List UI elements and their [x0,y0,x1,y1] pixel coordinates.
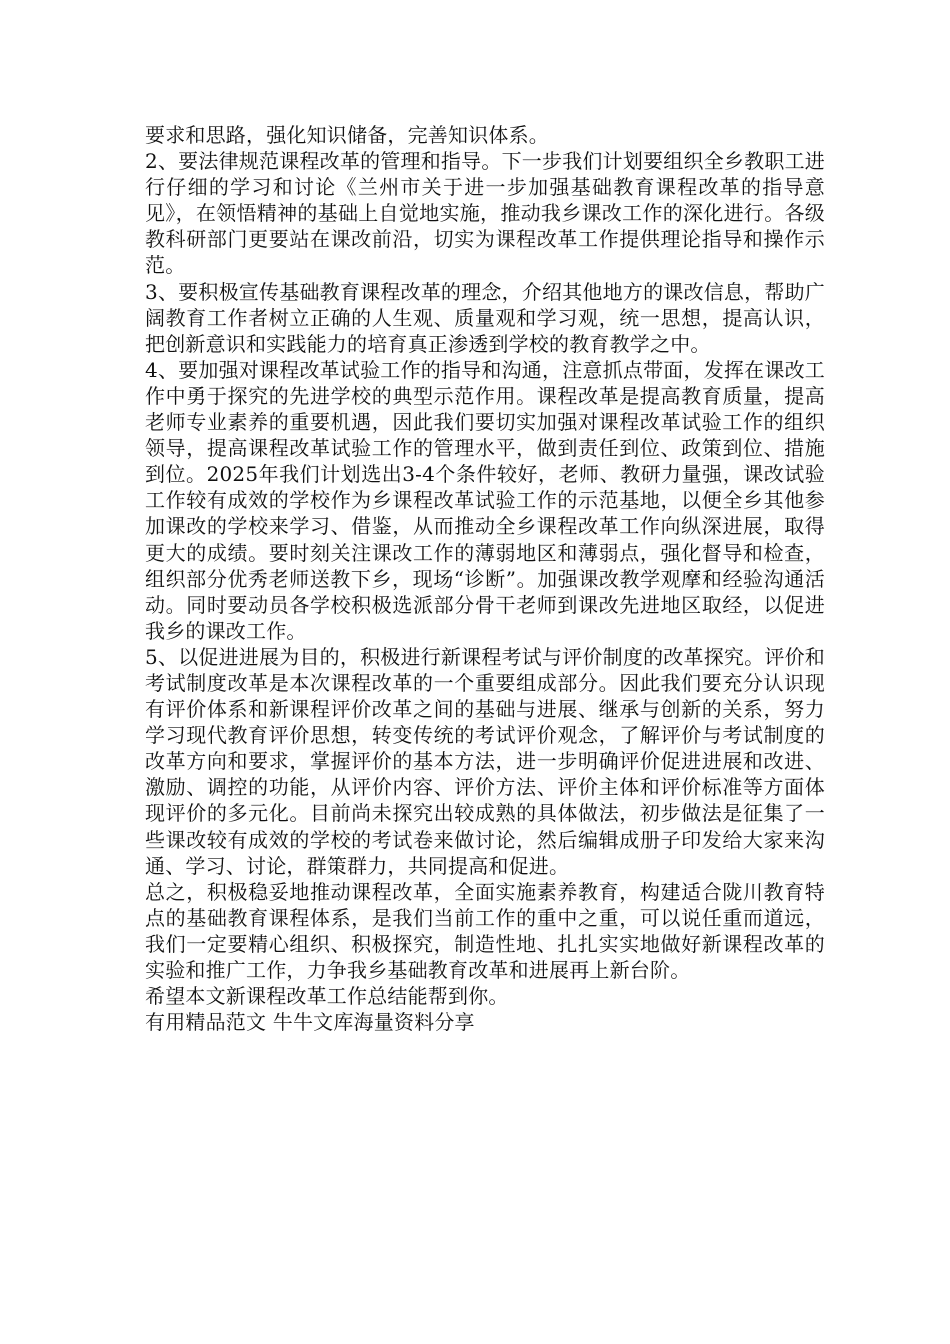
paragraph-item-4: 4、要加强对课程改革试验工作的指导和沟通，注意抓点带面，发挥在课改工作中勇于探究的先进学校的典型示范作用。课程改革是提高教育质量，提高老师专业素养的重要机遇，因此我们要切实加强对课程改革试验工作的组织领导，提高课程改革试验工作的管理水平，做到责任到位、政策到位、措施到位。2025年我们计划选出3-4个条件较好，老师、教研力量强，课改试验工作较有成效的学校作为乡课程改革试验工作的示范基地，以便全乡其他参加课改的学校来学习、借鉴，从而推动全乡课程改革工作向纵深进展，取得更大的成绩。要时刻关注课改工作的薄弱地区和薄弱点，强化督导和检查，组织部分优秀老师送教下乡，现场“诊断”。加强课改教学观摩和经验沟通活动。同时要动员各学校积极选派部分骨干老师到课改先进地区取经，以促进我乡的课改工作。 [145,357,825,643]
paragraph-footer-source: 有用精品范文 牛牛文库海量资料分享 [145,1010,475,1035]
paragraph-conclusion: 总之，积极稳妥地推动课程改革，全面实施素养教育，构建适合陇川教育特点的基础教育课程体系，是我们当前工作的重中之重，可以说任重而道远，我们一定要精心组织、积极探究，制造性地、扎扎实实地做好新课程改革的实验和推广工作，力争我乡基础教育改革和进展再上新台阶。 [145,879,825,982]
paragraph-intro-continuation: 要求和思路，强化知识储备，完善知识体系。 [145,123,549,147]
paragraph-item-3: 3、要积极宣传基础教育课程改革的理念，介绍其他地方的课改信息，帮助广阔教育工作者树立正确的人生观、质量观和学习观，统一思想，提高认识，把创新意识和实践能力的培育真正渗透到学校的教育教学之中。 [145,279,825,356]
paragraph-item-2: 2、要法律规范课程改革的管理和指导。下一步我们计划要组织全乡教职工进行仔细的学习和讨论《兰州市关于进一步加强基础教育课程改革的指导意见》，在领悟精神的基础上自觉地实施，推动我乡课改工作的深化进行。各级教科研部门更要站在课改前沿，切实为课程改革工作提供理论指导和操作示范。 [145,149,825,278]
paragraph-closing-note: 希望本文新课程改革工作总结能帮到你。 [145,984,509,1009]
document-body [145,122,825,1035]
paragraph-item-5: 5、以促进进展为目的，积极进行新课程考试与评价制度的改革探究。评价和考试制度改革是本次课程改革的一个重要组成部分。因此我们要充分认识现有评价体系和新课程评价改革之间的基础与进展、继承与创新的关系，努力学习现代教育评价思想，转变传统的考试评价观念，了解评价与考试制度的改革方向和要求，掌握评价的基本方法，进一步明确评价促进进展和改进、激励、调控的功能，从评价内容、评价方法、评价主体和评价标准等方面体现评价的多元化。目前尚未探究出较成熟的具体做法，初步做法是征集了一些课改较有成效的学校的考试卷来做讨论，然后编辑成册子印发给大家来沟通、学习、讨论，群策群力，共同提高和促进。 [145,644,825,878]
